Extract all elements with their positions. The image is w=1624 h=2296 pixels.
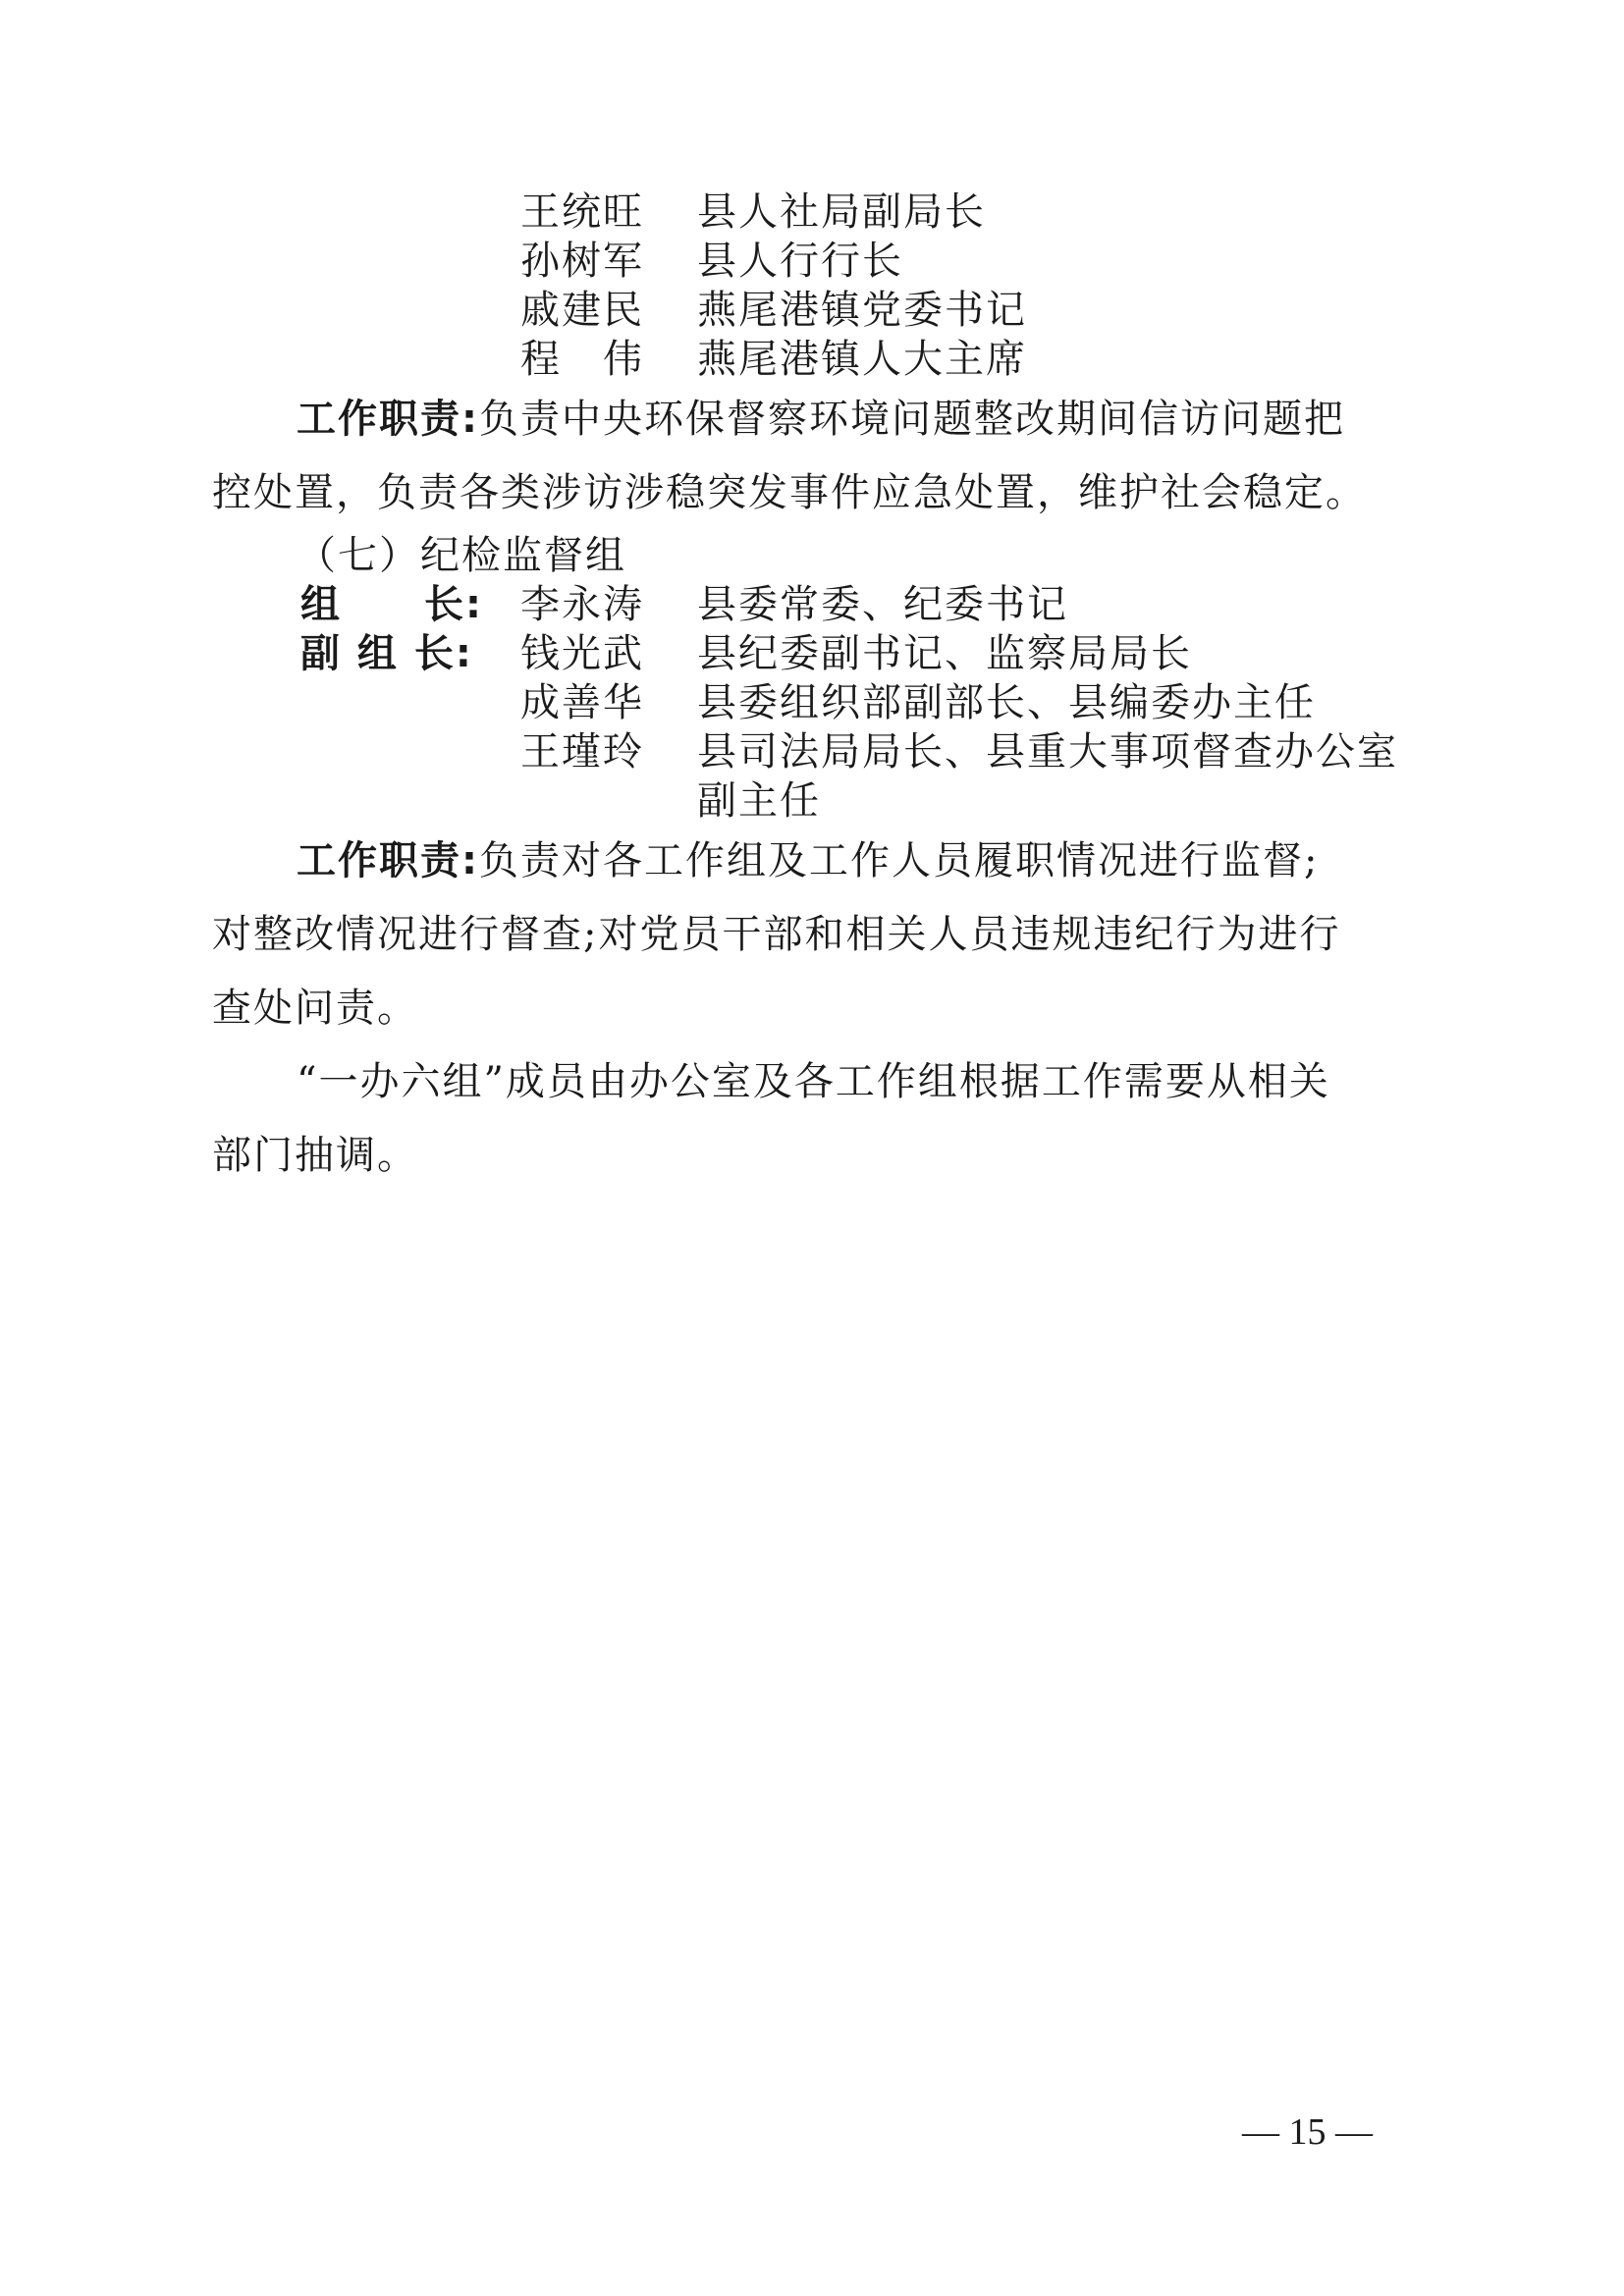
deputy-title: 副主任 <box>697 778 821 824</box>
page-number: — 15 — <box>1242 2111 1373 2153</box>
member-title: 燕尾港镇人大主席 <box>697 337 1027 382</box>
duty-text-line: 查处问责。 <box>212 986 418 1031</box>
leader-title: 县委常委、纪委书记 <box>697 582 1068 627</box>
member-title: 燕尾港镇党委书记 <box>697 288 1027 333</box>
role-label: 副 组 长: <box>300 631 473 676</box>
deputy-name: 钱光武 <box>520 631 644 676</box>
deputy-title: 县委组织部副部长、县编委办主任 <box>697 680 1316 725</box>
member-name: 王统旺 <box>520 189 644 235</box>
closing-paragraph <box>212 1045 1420 1193</box>
leader-name: 李永涛 <box>520 582 644 627</box>
closing-text-line: 部门抽调。 <box>212 1133 418 1178</box>
deputy-name: 王瑾玲 <box>520 729 644 774</box>
duty-text-line: 负责对各工作组及工作人员履职情况进行监督; <box>479 838 1320 883</box>
deputy-title: 县司法局局长、县重大事项督查办公室 <box>697 729 1398 774</box>
duty-text-line: 负责中央环保督察环境问题整改期间信访问题把 <box>479 397 1345 442</box>
duty-text-line: 对整改情况进行督查;对党员干部和相关人员违规违纪行为进行 <box>212 912 1341 957</box>
deputy-name: 成善华 <box>520 680 644 725</box>
closing-text-line: “一办六组”成员由办公室及各工作组根据工作需要从相关 <box>297 1059 1330 1104</box>
duty-text-line: 控处置，负责各类涉访涉稳突发事件应急处置，维护社会稳定。 <box>212 470 1367 515</box>
duty-label: 工作职责: <box>297 397 479 442</box>
member-name: 戚建民 <box>520 288 644 333</box>
role-label: 组 长: <box>300 582 483 627</box>
member-name: 程 伟 <box>520 337 644 382</box>
duty-paragraph-2 <box>212 825 1420 1045</box>
member-title: 县人行行长 <box>697 239 903 284</box>
duty-paragraph-1 <box>212 383 1420 530</box>
duty-label: 工作职责: <box>297 838 479 883</box>
section-heading: （七）纪检监督组 <box>297 533 626 578</box>
member-name: 孙树军 <box>520 239 644 284</box>
deputy-title: 县纪委副书记、监察局局长 <box>697 631 1192 676</box>
member-title: 县人社局副局长 <box>697 189 986 235</box>
